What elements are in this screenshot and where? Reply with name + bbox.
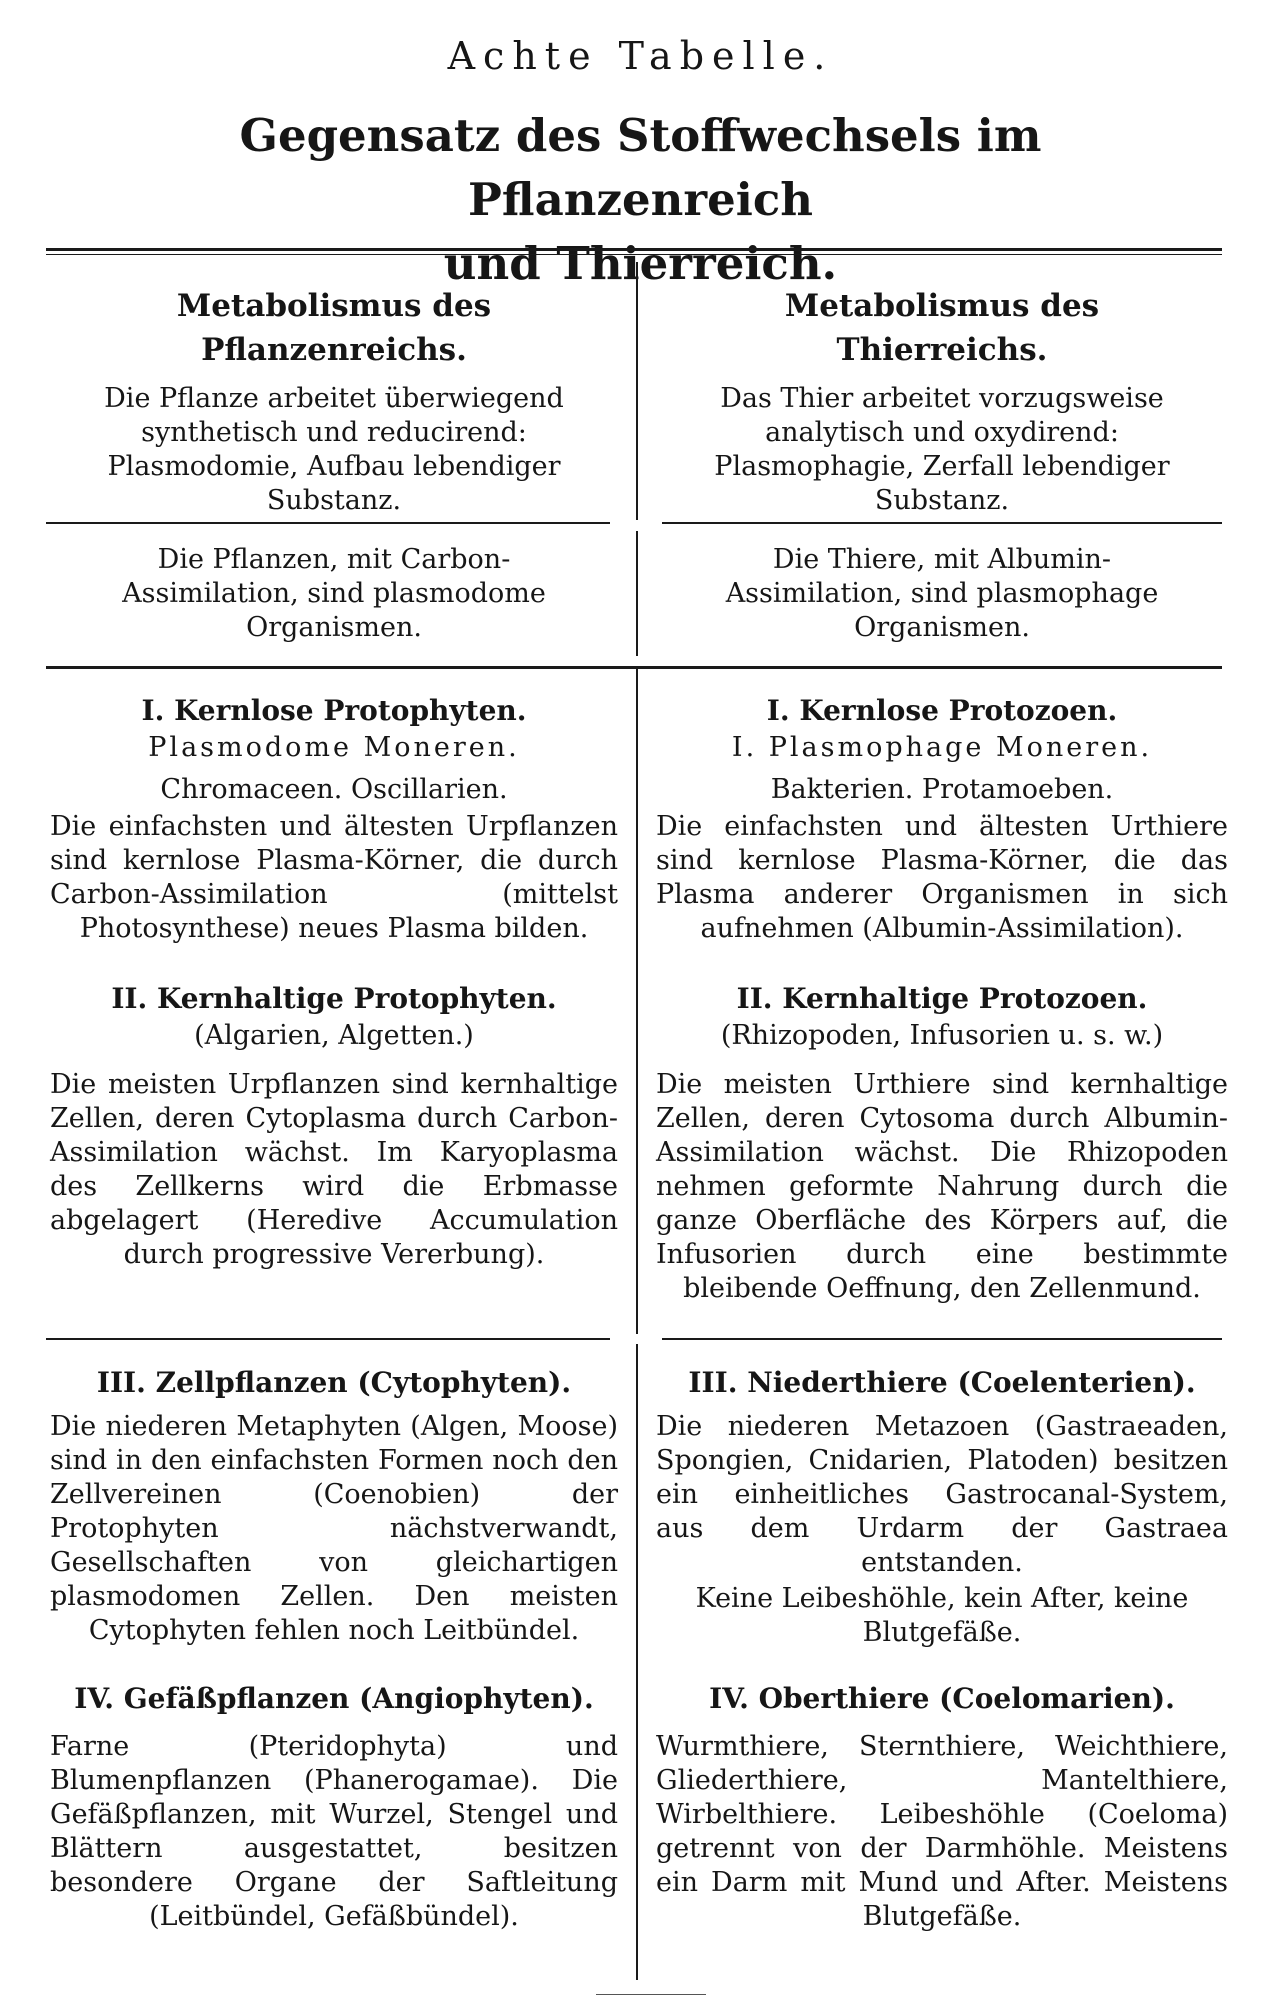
- right-sec1-examples: Bakterien. Protamoeben.: [770, 774, 1114, 805]
- right-intro: Das Thier arbeitet vorzugsweise analytisch und oxydirend: Plasmophagie, Zerfall lebendiger Substanz.: [714, 383, 1170, 516]
- right-rule-1: [662, 522, 1222, 524]
- right-heading-line-1: Metabolismus des: [784, 288, 1100, 324]
- right-section-3: [652, 1364, 1232, 1650]
- right-sec4-text: Wurmthiere, Sternthiere, Weichthiere, Gliederthiere, Mantelthiere, Wirbelthiere. Leibeshöhle (Coeloma) getrennt von der Darmhöhle. Meistens ein Darm mit Mund und After. Meistens Blutgefäße.: [656, 1731, 1228, 1932]
- left-heading-line-2: Pflanzenreichs.: [201, 332, 467, 368]
- right-heading-line-2: Thierreichs.: [836, 332, 1048, 368]
- left-sec2-subtitle: (Algarien, Algetten.): [194, 1020, 474, 1051]
- left-heading-block: [46, 284, 622, 518]
- right-sec3-text: Die niederen Metazoen (Gastraeaden, Spongien, Cnidarien, Platoden) besitzen ein einheitliches Gastrocanal-System, aus dem Urdarm der Gastraea entstanden.: [656, 1411, 1228, 1578]
- column-divider-assimilation: [636, 531, 638, 656]
- right-section-2: [652, 980, 1232, 1306]
- left-assimilation-block: [46, 543, 622, 645]
- table-label: Achte Tabelle.: [447, 34, 834, 78]
- left-section-2: [46, 980, 622, 1272]
- title-line-1: Gegensatz des Stoffwechsels im Pflanzenreich: [239, 109, 1042, 226]
- left-intro: Die Pflanze arbeitet überwiegend synthetisch und reducirend: Plasmodomie, Aufbau lebendiger Substanz.: [104, 383, 564, 516]
- right-sec2-title: II. Kernhaltige Protozoen.: [736, 982, 1148, 1015]
- right-sec2-text: Die meisten Urthiere sind kernhaltige Zellen, deren Cytosoma durch Albumin-Assimilation wächst. Die Rhizopoden nehmen geformte Nahrung durch die ganze Oberfläche des Körpers auf, die Infusorien durch eine bestimmte bleibende Oeffnung, den Zellenmund.: [656, 1069, 1228, 1304]
- left-sec4-title: IV. Gefäßpflanzen (Angiophyten).: [74, 1682, 594, 1715]
- page-title: [150, 104, 1131, 296]
- left-section-3: [46, 1364, 622, 1648]
- title-line-2: und Thierreich.: [443, 237, 838, 290]
- section-rule: [46, 666, 1222, 669]
- footer-rule: [596, 1994, 706, 1995]
- right-section-4: [652, 1680, 1232, 1934]
- left-heading-line-1: Metabolismus des: [176, 288, 492, 324]
- column-divider-bottom: [636, 1344, 638, 1980]
- left-sec3-title: III. Zellpflanzen (Cytophyten).: [96, 1366, 572, 1399]
- right-assimilation-block: [652, 543, 1232, 645]
- left-sec2-text: Die meisten Urpflanzen sind kernhaltige Zellen, deren Cytoplasma durch Carbon-Assimilation wächst. Im Karyoplasma des Zellkerns wird die Erbmasse abgelagert (Heredive Accumulation durch progressive Vererbung).: [50, 1069, 618, 1270]
- left-sec1-text: Die einfachsten und ältesten Urpflanzen sind kernlose Plasma-Körner, die durch Carbon-Assimilation (mittelst Photosynthese) neues Plasma bilden.: [50, 811, 618, 944]
- left-rule-1: [46, 522, 610, 524]
- right-sec2-subtitle: (Rhizopoden, Infusorien u. s. w.): [720, 1020, 1164, 1051]
- right-sec3-title: III. Niederthiere (Coelenterien).: [688, 1366, 1196, 1399]
- left-section-4: [46, 1680, 622, 1934]
- left-assimilation: Die Pflanzen, mit Carbon-Assimilation, sind plasmodome Organismen.: [122, 544, 546, 643]
- left-rule-2: [46, 1338, 610, 1340]
- right-sec3-text-2: Keine Leibeshöhle, kein After, keine Blutgefäße.: [695, 1583, 1189, 1648]
- right-section-1: [652, 692, 1232, 946]
- left-column-heading: [46, 284, 622, 372]
- right-assimilation: Die Thiere, mit Albumin-Assimilation, sind plasmophage Organismen.: [725, 544, 1159, 643]
- left-sec3-text: Die niederen Metaphyten (Algen, Moose) sind in den einfachsten Formen noch den Zellvereinen (Coenobien) der Protophyten nächstverwandt, Gesellschaften von gleichartigen plasmodomen Zellen. Den meisten Cytophyten fehlen noch Leitbündel.: [50, 1411, 618, 1646]
- right-sec4-title: IV. Oberthiere (Coelomarien).: [709, 1682, 1175, 1715]
- left-sec2-title: II. Kernhaltige Protophyten.: [111, 982, 557, 1015]
- right-sec1-text: Die einfachsten und ältesten Urthiere sind kernlose Plasma-Körner, die das Plasma anderer Organismen in sich aufnehmen (Albumin-Assimilation).: [656, 811, 1228, 944]
- column-divider-middle: [636, 669, 638, 1334]
- right-sec1-subtitle: I. Plasmophage Moneren.: [731, 732, 1153, 763]
- left-section-1: [46, 692, 622, 946]
- right-rule-2: [662, 1338, 1222, 1340]
- left-sec1-subtitle: Plasmodome Moneren.: [148, 732, 520, 763]
- column-divider-top: [636, 262, 638, 520]
- right-sec1-title: I. Kernlose Protozoen.: [766, 694, 1118, 727]
- right-column-heading: [652, 284, 1232, 372]
- right-heading-block: [652, 284, 1232, 518]
- left-sec1-title: I. Kernlose Protophyten.: [141, 694, 527, 727]
- left-sec1-examples: Chromaceen. Oscillarien.: [160, 774, 508, 805]
- left-sec4-text: Farne (Pteridophyta) und Blumenpflanzen (Phanerogamae). Die Gefäßpflanzen, mit Wurzel, Stengel und Blättern ausgestattet, besitzen besondere Organe der Saftleitung (Leitbündel, Gefäßbündel).: [50, 1731, 618, 1932]
- header-double-rule: [46, 248, 1222, 255]
